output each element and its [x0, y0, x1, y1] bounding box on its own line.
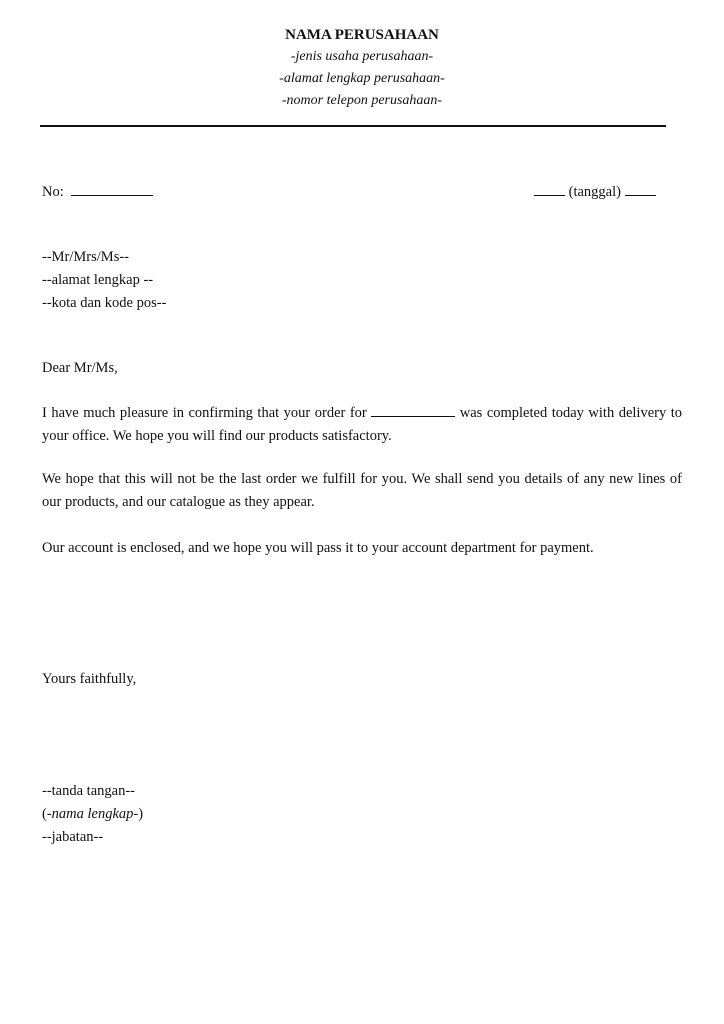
body-paragraph-3: Our account is enclosed, and we hope you will pass it to your account department for payment. — [42, 540, 594, 556]
signature-line: --tanda tangan-- — [42, 783, 135, 799]
recipient-block — [42, 246, 166, 315]
signer-name-text: nama lengkap — [51, 806, 134, 822]
signer-position: --jabatan-- — [42, 829, 104, 845]
letterhead — [0, 24, 724, 112]
business-type: -jenis usaha perusahaan- — [290, 49, 434, 64]
closing: Yours faithfully, — [42, 671, 137, 687]
date-label: (tanggal) — [568, 184, 621, 200]
p1-text-end: was completed today with delivery to your office. We hope you will find our products satisfactory. — [42, 405, 682, 444]
company-name: NAMA PERUSAHAAN — [285, 27, 439, 43]
order-blank — [371, 402, 455, 417]
number-blank — [71, 181, 153, 196]
body-paragraph-2: We hope that this will not be the last order we fulfill for you. We shall send you details of any new lines of our products, and our catalogue as they appear. — [42, 471, 682, 510]
letter-number — [42, 181, 153, 204]
body-paragraph-1 — [42, 402, 682, 448]
company-phone: -nomor telepon perusahaan- — [281, 93, 443, 108]
signer-name-close: -) — [133, 806, 144, 822]
signature-block — [42, 780, 143, 849]
salutation: Dear Mr/Ms, — [42, 360, 118, 376]
number-label: No: — [42, 184, 64, 200]
p1-text-start: I have much pleasure in confirming that your order for — [42, 405, 367, 421]
recipient-city: --kota dan kode pos-- — [42, 295, 167, 311]
signer-name-open: (- — [42, 806, 52, 822]
company-address: -alamat lengkap perusahaan- — [279, 71, 445, 86]
recipient-name: --Mr/Mrs/Ms-- — [42, 249, 129, 265]
date-blank-right — [625, 181, 656, 196]
header-divider — [40, 125, 666, 127]
signer-name — [42, 803, 143, 826]
date-blank-left — [534, 181, 565, 196]
recipient-address: --alamat lengkap -- — [42, 272, 154, 288]
letter-date — [534, 181, 656, 204]
